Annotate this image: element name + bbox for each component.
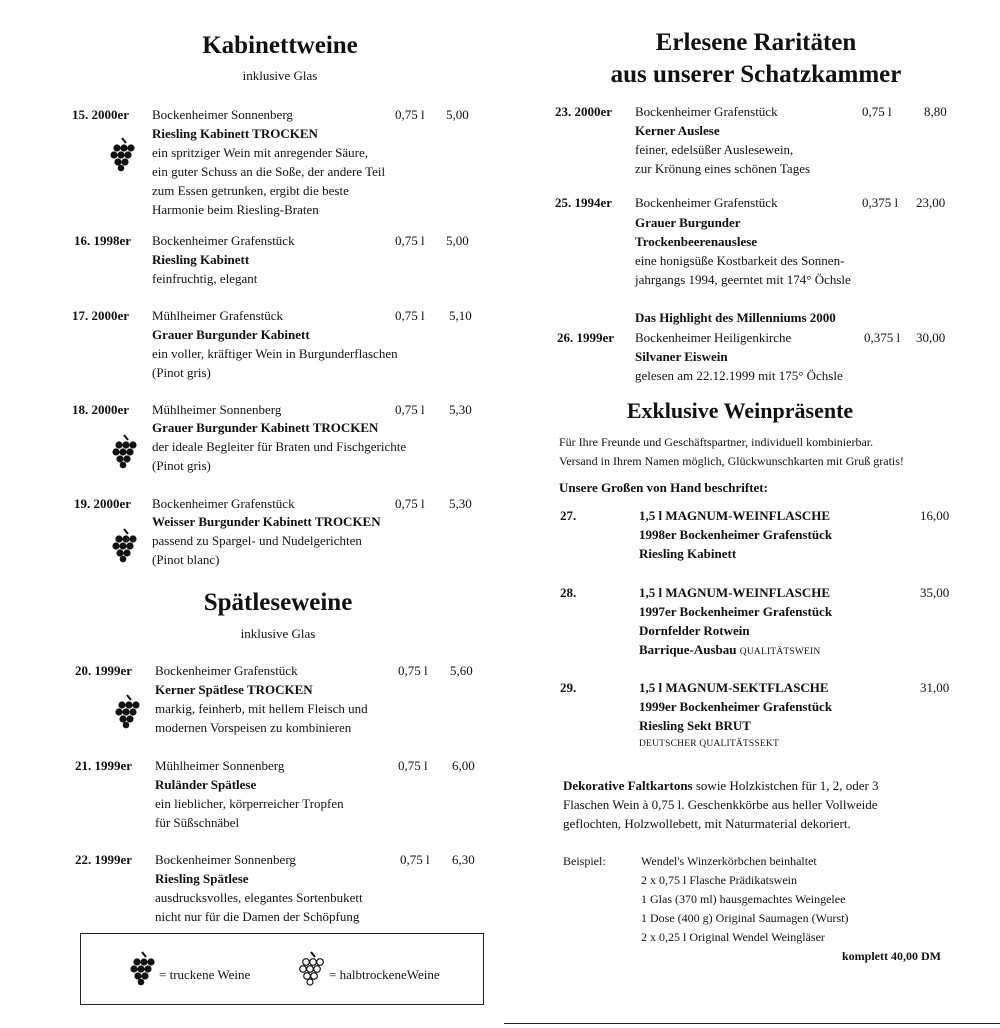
wine-vineyard: Bockenheimer Grafenstück <box>635 104 778 119</box>
gift-entry-27 <box>559 506 969 568</box>
gift-entry-28 <box>559 583 969 663</box>
wine-entry-15 <box>72 105 492 217</box>
wine-desc-line: (Pinot gris) <box>152 365 211 380</box>
gift-price: 16,00 <box>920 508 950 523</box>
gift-line-bold: Barrique-Ausbau <box>639 642 737 657</box>
wine-entry-16 <box>72 231 492 291</box>
bottom-rule <box>504 1023 1000 1024</box>
wine-name: Trockenbeerenauslese <box>635 234 758 249</box>
gift-line: Dornfelder Rotwein <box>639 623 750 638</box>
wine-vineyard: Bockenheimer Grafenstück <box>635 195 778 210</box>
wine-desc-line: der ideale Begleiter für Braten und Fischgerichte <box>152 439 407 454</box>
wine-entry-18 <box>72 400 492 480</box>
grape-cluster-icon <box>110 434 140 470</box>
gift-line: Riesling Kabinett <box>639 546 737 561</box>
gift-number: 28. <box>560 585 577 600</box>
wine-volume: 0,75 l <box>395 308 425 323</box>
wine-price: 5,60 <box>450 663 473 678</box>
weinpraesente-title: Exklusive Weinpräsente <box>626 398 854 423</box>
gift-line: 1999er Bockenheimer Grafenstück <box>639 699 833 714</box>
wine-price: 5,10 <box>449 308 472 323</box>
wine-name: Grauer Burgunder Kabinett <box>152 327 310 342</box>
wine-vineyard: Bockenheimer Grafenstück <box>155 663 298 678</box>
grape-cluster-icon <box>108 137 138 173</box>
wine-price: 6,00 <box>452 758 475 773</box>
wine-price: 23,00 <box>916 195 946 210</box>
wine-volume: 0,375 l <box>864 330 901 345</box>
wine-desc-line: feinfruchtig, elegant <box>152 271 258 286</box>
wine-vineyard: Bockenheimer Grafenstück <box>152 233 295 248</box>
handwritten-label: Unsere Großen von Hand beschriftet: <box>559 480 768 495</box>
grape-cluster-icon <box>110 528 140 564</box>
wine-volume: 0,75 l <box>862 104 892 119</box>
wine-volume: 0,375 l <box>862 195 899 210</box>
wine-volume: 0,75 l <box>395 496 425 511</box>
wine-vineyard: Bockenheimer Sonnenberg <box>155 852 296 867</box>
gift-number: 29. <box>560 680 577 695</box>
wine-name: Weisser Burgunder Kabinett TROCKEN <box>152 514 381 529</box>
wine-desc-line: ein voller, kräftiger Wein in Burgunderflaschen <box>152 346 398 361</box>
spaetlese-title: Spätleseweine <box>203 589 353 616</box>
rarity-entry-23 <box>555 102 975 182</box>
wine-desc-line: für Süßschnäbel <box>155 815 240 830</box>
wine-vineyard: Mühlheimer Sonnenberg <box>152 402 282 417</box>
highlight-label: Das Highlight des Millenniums 2000 <box>635 310 836 325</box>
wine-number: 23. 2000er <box>555 104 613 119</box>
wine-price: 30,00 <box>916 330 946 345</box>
rarity-entry-26 <box>555 308 975 388</box>
wine-volume: 0,75 l <box>398 663 428 678</box>
legend-halfdry-label: = halbtrockeneWeine <box>329 967 440 982</box>
intro-line: Für Ihre Freunde und Geschäftspartner, individuell kombinierbar. <box>559 435 874 449</box>
wine-number: 19. 2000er <box>74 496 132 511</box>
kabinett-subtitle: inklusive Glas <box>242 68 318 83</box>
gift-price: 31,00 <box>920 680 950 695</box>
wine-volume: 0,75 l <box>395 107 425 122</box>
wine-number: 20. 1999er <box>75 663 133 678</box>
example-line: 1 Glas (370 ml) hausgemachtes Weingelee <box>641 892 846 906</box>
legend-dry-label: = truckene Weine <box>159 967 251 982</box>
wine-name: Riesling Kabinett <box>152 252 250 267</box>
wine-number: 25. 1994er <box>555 195 613 210</box>
wine-desc-line: zum Essen getrunken, ergibt die beste <box>152 183 349 198</box>
wine-name: Silvaner Eiswein <box>635 349 728 364</box>
wine-vineyard: Bockenheimer Grafenstück <box>152 496 295 511</box>
quality-label: QUALITÄTSWEIN <box>739 647 821 657</box>
wine-number: 22. 1999er <box>75 852 133 867</box>
deco-text: sowie Holzkistchen für 1, 2, oder 3 <box>692 778 879 793</box>
grape-cluster-icon <box>128 951 158 987</box>
deco-line <box>563 776 879 795</box>
wine-desc-line: markig, feinherb, mit hellem Fleisch und <box>155 701 368 716</box>
gift-line: Riesling Sekt BRUT <box>639 718 751 733</box>
deco-bold: Dekorative Faltkartons <box>563 778 693 793</box>
wine-name: Riesling Spätlese <box>155 871 249 886</box>
wine-price: 5,00 <box>446 233 469 248</box>
wine-price: 6,30 <box>452 852 475 867</box>
wine-entry-17 <box>72 306 492 386</box>
wine-desc-line: jahrgangs 1994, geerntet mit 174° Öchsle <box>635 272 851 287</box>
wine-desc-line: eine honigsüße Kostbarkeit des Sonnen- <box>635 253 845 268</box>
gift-price: 35,00 <box>920 585 950 600</box>
wine-entry-21 <box>75 756 495 836</box>
wine-desc-line: Harmonie beim Riesling-Braten <box>152 202 319 217</box>
grape-cluster-icon <box>113 694 143 730</box>
wine-price: 5,00 <box>446 107 469 122</box>
deco-line: geflochten, Holzwollebett, mit Naturmaterial dekoriert. <box>563 816 851 831</box>
wine-name: Grauer Burgunder Kabinett TROCKEN <box>152 420 379 435</box>
quality-label: DEUTSCHER QUALITÄTSSEKT <box>639 739 779 749</box>
wine-volume: 0,75 l <box>395 233 425 248</box>
gift-line: 1,5 l MAGNUM-WEINFLASCHE <box>639 585 831 600</box>
wine-desc-line: feiner, edelsüßer Auslesewein, <box>635 142 794 157</box>
rarity-entry-25 <box>555 193 975 293</box>
gift-entry-29 <box>559 678 969 758</box>
wine-price: 5,30 <box>449 496 472 511</box>
wine-number: 26. 1999er <box>557 330 615 345</box>
wine-volume: 0,75 l <box>400 852 430 867</box>
deco-line: Flaschen Wein à 0,75 l. Geschenkkörbe aus heller Vollweide <box>563 797 878 812</box>
schatzkammer-title: aus unserer Schatzkammer <box>610 61 902 88</box>
wine-desc-line: ein guter Schuss an die Soße, der andere Teil <box>152 164 386 179</box>
wine-desc-line: (Pinot blanc) <box>152 552 220 567</box>
gift-line: 1,5 l MAGNUM-SEKTFLASCHE <box>639 680 829 695</box>
wine-volume: 0,75 l <box>395 402 425 417</box>
wine-price: 8,80 <box>924 104 947 119</box>
wine-entry-19 <box>72 494 492 574</box>
raritaeten-title: Erlesene Raritäten <box>655 29 857 56</box>
wine-vineyard: Bockenheimer Sonnenberg <box>152 107 293 122</box>
wine-number: 17. 2000er <box>72 308 130 323</box>
gift-number: 27. <box>560 508 577 523</box>
intro-line: Versand in Ihrem Namen möglich, Glückwunschkarten mit Gruß gratis! <box>559 454 904 468</box>
wine-entry-20 <box>75 661 495 741</box>
wine-desc-line: (Pinot gris) <box>152 458 211 473</box>
wine-price: 5,30 <box>449 402 472 417</box>
wine-vineyard: Bockenheimer Heiligenkirche <box>635 330 792 345</box>
wine-number: 15. 2000er <box>72 107 130 122</box>
wine-vineyard: Mühlheimer Sonnenberg <box>155 758 285 773</box>
gift-line: 1997er Bockenheimer Grafenstück <box>639 604 833 619</box>
wine-number: 18. 2000er <box>72 402 130 417</box>
wine-entry-22 <box>75 850 495 930</box>
wine-desc-line: ein lieblicher, körperreicher Tropfen <box>155 796 344 811</box>
example-line: Wendel's Winzerkörbchen beinhaltet <box>641 854 817 868</box>
wine-volume: 0,75 l <box>398 758 428 773</box>
kabinett-title: Kabinettweine <box>202 32 358 59</box>
example-total: komplett 40,00 DM <box>842 949 941 963</box>
wine-desc-line: modernen Vorspeisen zu kombinieren <box>155 720 352 735</box>
example-line: 2 x 0,75 l Flasche Prädikatswein <box>641 873 797 887</box>
wine-vineyard: Mühlheimer Grafenstück <box>152 308 284 323</box>
spaetlese-subtitle: inklusive Glas <box>240 626 316 641</box>
gift-line: 1,5 l MAGNUM-WEINFLASCHE <box>639 508 831 523</box>
gift-line: 1998er Bockenheimer Grafenstück <box>639 527 833 542</box>
wine-name: Ruländer Spätlese <box>155 777 257 792</box>
wine-name: Riesling Kabinett TROCKEN <box>152 126 318 141</box>
wine-desc-line: zur Krönung eines schönen Tages <box>635 161 811 176</box>
wine-desc-line: gelesen am 22.12.1999 mit 175° Öchsle <box>635 368 843 383</box>
legend-box <box>80 933 484 1005</box>
wine-desc-line: ein spritziger Wein mit anregender Säure, <box>152 145 369 160</box>
example-label: Beispiel: <box>563 854 606 868</box>
wine-number: 16. 1998er <box>74 233 132 248</box>
wine-desc-line: passend zu Spargel- und Nudelgerichten <box>152 533 362 548</box>
wine-desc-line: nicht nur für die Damen der Schöpfung <box>155 909 360 924</box>
wine-name: Grauer Burgunder <box>635 215 741 230</box>
wine-number: 21. 1999er <box>75 758 133 773</box>
wine-name: Kerner Spätlese TROCKEN <box>155 682 313 697</box>
gift-line <box>639 640 820 662</box>
example-line: 1 Dose (400 g) Original Saumagen (Wurst) <box>641 911 849 925</box>
grape-cluster-outline-icon <box>297 951 327 987</box>
example-line: 2 x 0,25 l Original Wendel Weingläser <box>641 930 825 944</box>
wine-name: Kerner Auslese <box>635 123 720 138</box>
wine-desc-line: ausdrucksvolles, elegantes Sortenbukett <box>155 890 363 905</box>
